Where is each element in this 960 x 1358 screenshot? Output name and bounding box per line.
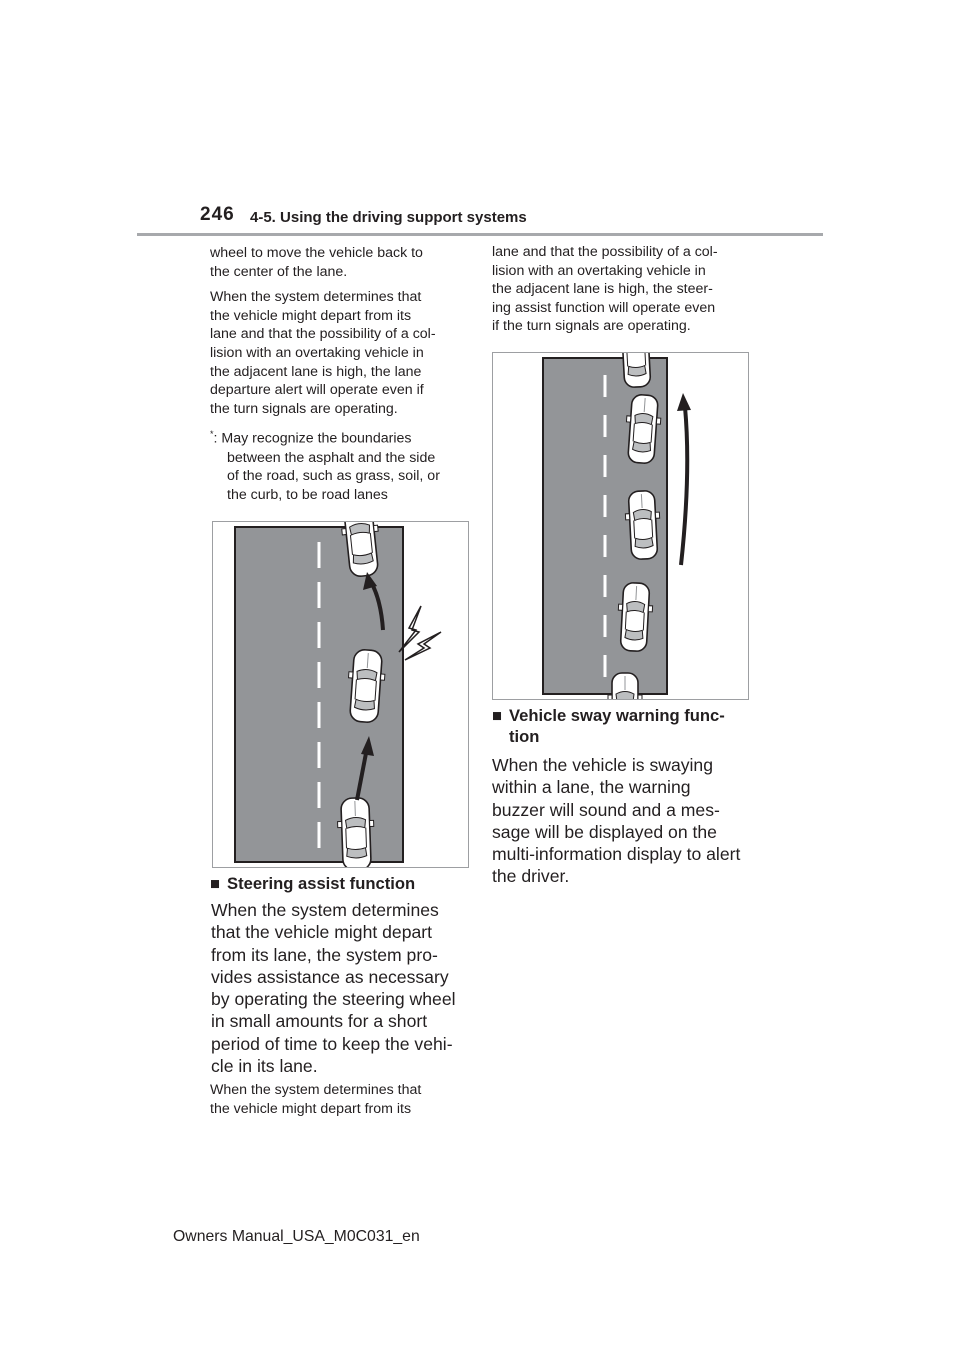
vehicle-sway-body: When the vehicle is swaying within a lane, the warning buzzer will sound and a mes- sage will be displayed on the multi-information display to alert the driver. — [492, 755, 741, 887]
header-rule — [137, 233, 823, 236]
forward-arrow-icon — [681, 407, 687, 565]
heading-bullet-icon: ■ — [492, 706, 503, 725]
vehicle-sway-heading: ■ Vehicle sway warning func- tion — [492, 706, 725, 746]
page-number: 246 — [200, 204, 235, 225]
vehicle-sway-illustration — [492, 352, 749, 700]
left-paragraph-3: When the system determines that the vehicle might depart from its — [210, 1082, 422, 1117]
heading-bullet-icon: ■ — [210, 874, 221, 893]
right-paragraph-1: lane and that the possibility of a col- lision with an overtaking vehicle in the adjacent lane is high, the steer- ing assist function will operate even if the turn signals are operating. — [492, 244, 718, 335]
footer-text: Owners Manual_USA_M0C031_en — [173, 1228, 420, 1245]
warning-lightning-icon — [399, 606, 441, 660]
steering-assist-heading: ■ Steering assist function — [210, 874, 416, 893]
steering-assist-body: When the system determines that the vehicle might depart from its lane, the system pro- vides assistance as necessary by operating the steering wheel in small amounts for a short period of time to keep the vehi- cle in its lane. — [211, 900, 456, 1077]
section-title: 4-5. Using the driving support systems — [250, 209, 527, 226]
left-paragraph-1: wheel to move the vehicle back to the center of the lane. — [210, 245, 423, 280]
vehicle-bottom-icon — [337, 797, 375, 867]
left-column — [210, 244, 472, 504]
footnote-marker: * — [210, 429, 214, 440]
footnote: *: May recognize the boundaries between the asphalt and the side of the road, such as grass, soil, or the curb, to be road lanes — [210, 429, 440, 503]
right-column — [492, 243, 752, 336]
steering-assist-illustration — [212, 521, 469, 868]
vehicle-bottom-icon — [608, 673, 642, 699]
left-paragraph-2: When the system determines that the vehicle might depart from its lane and that the possibility of a col- lision with an overtaking vehicle in the adjacent lane is high, the lane departure alert will operate even if the turn signals are operating. — [210, 289, 436, 417]
